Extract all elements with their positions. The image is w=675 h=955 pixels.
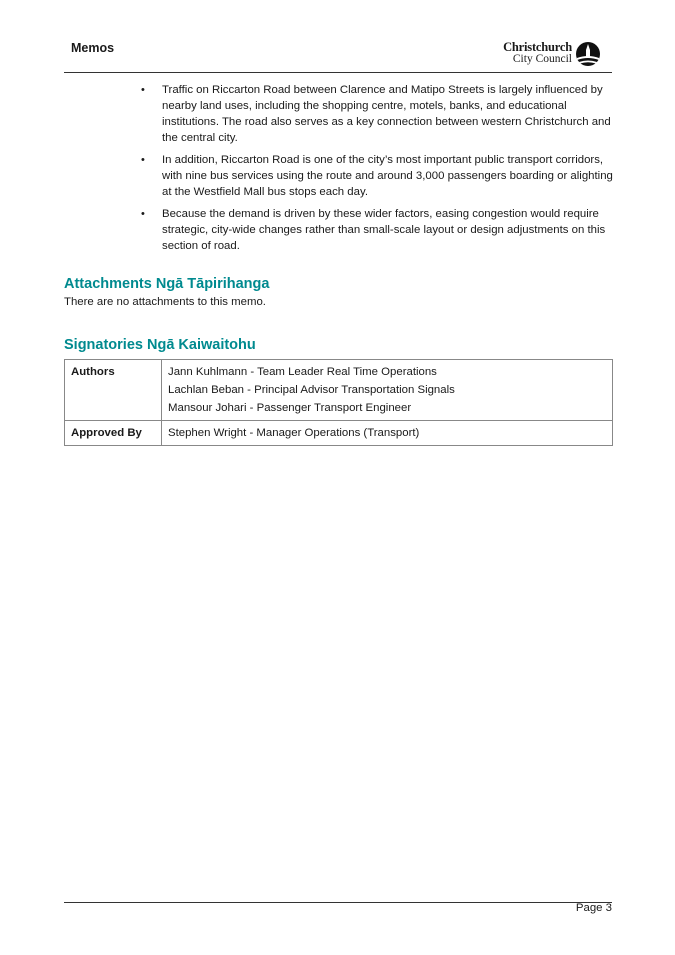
author-entry: Mansour Johari - Passenger Transport Engineer (168, 402, 412, 414)
table-row (65, 360, 613, 421)
list-item: • In addition, Riccarton Road is one of the city’s most important public transport corridors, with nine bus services using the route and around 3,000 passengers boarding or alighting at the Westfield Mall bus stops each day. (141, 154, 613, 198)
attachments-heading: Attachments Ngā Tāpirihanga (64, 276, 270, 292)
table-row (65, 421, 613, 446)
author-entry: Lachlan Beban - Principal Advisor Transportation Signals (168, 384, 455, 396)
list-item: • Because the demand is driven by these wider factors, easing congestion would require strategic, city-wide changes rather than small-scale layout or design adjustments on this section of road. (141, 208, 606, 252)
cathedral-icon (575, 41, 601, 67)
header-title: Memos (71, 41, 115, 55)
page-number: Page 3 (575, 902, 612, 914)
authors-label: Authors (65, 360, 162, 421)
bullet-list (140, 82, 616, 260)
logo-line-1: Christchurch (503, 40, 572, 54)
signatories-table (64, 359, 613, 446)
author-entry: Jann Kuhlmann - Team Leader Real Time Operations (168, 366, 437, 378)
logo-line-2: City Council (512, 53, 572, 65)
header-rule (64, 72, 612, 73)
list-item: • Traffic on Riccarton Road between Clarence and Matipo Streets is largely influenced by nearby land uses, including the shopping centre, motels, banks, and educational institutions. The road also serves as a key connection between western Christchurch and the central city. (141, 84, 611, 144)
council-logo (497, 40, 603, 70)
approved-label: Approved By (65, 421, 162, 446)
footer-rule (64, 902, 612, 903)
attachments-text: There are no attachments to this memo. (64, 296, 266, 308)
authors-cell (162, 360, 613, 421)
approved-cell: Stephen Wright - Manager Operations (Transport) (162, 421, 613, 446)
signatories-heading: Signatories Ngā Kaiwaitohu (64, 337, 256, 353)
